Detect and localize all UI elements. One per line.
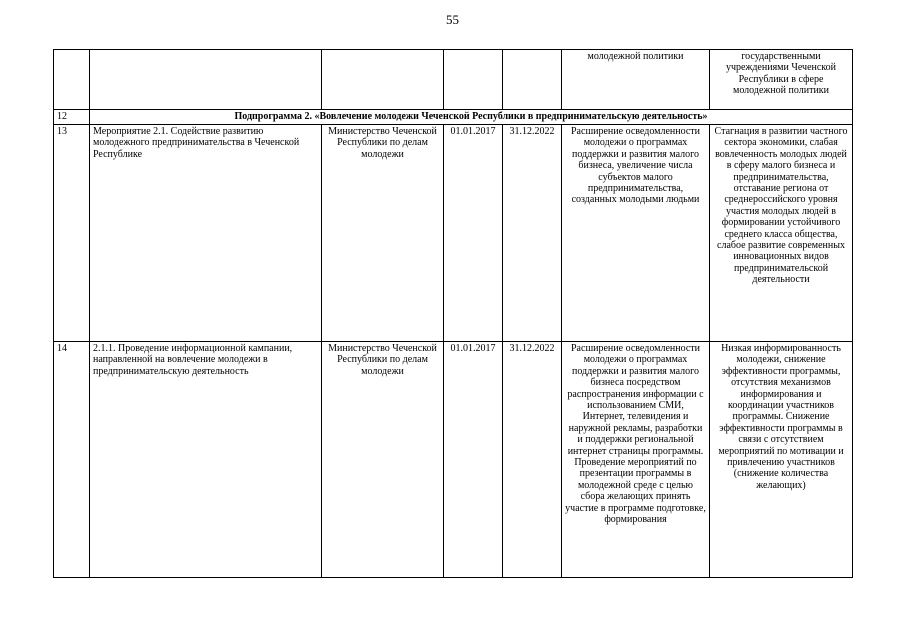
row-number-cell: 14 [54,342,90,578]
end-date-cell: 31.12.2022 [503,125,562,342]
risk-cell: государственными учреждениями Чеченской Республики в сфере молодежной политики [710,50,853,110]
executor-cell: Министерство Чеченской Республики по делам молодежи [322,125,444,342]
executor-cell [322,50,444,110]
expected-result-cell: Расширение осведомленности молодежи о программах поддержки и развития малого бизнеса, увеличение числа субъектов малого предпринимательства, созданных молодыми людьми [562,125,710,342]
row-number-cell: 13 [54,125,90,342]
activity-name-cell [90,50,322,110]
row-number-cell [54,50,90,110]
risk-cell: Стагнация в развитии частного сектора экономики, слабая вовлеченность молодых людей в сферу малого бизнеса и предпринимательства, отставание региона от среднероссийского уровня участия молодых людей в формировании устойчивого среднего класса общества, слабое развитие современных инновационных видов предпринимательской деятельности [710,125,853,342]
risk-cell: Низкая информированность молодежи, снижение эффективности программы, отсутствия механизмов информирования и координации участников программы. Снижение эффективности программы в связи с отсутствием мероприятий по мотивации и привлечению участников (снижение количества желающих) [710,342,853,578]
activity-name-cell: Мероприятие 2.1. Содействие развитию молодежного предпринимательства в Чеченской Республике [90,125,322,342]
subprogram-row [54,110,853,125]
expected-result-cell: Расширение осведомленности молодежи о программах поддержки и развития малого бизнеса посредством распространения информации с использованием СМИ, Интернет, телевидения и наружной рекламы, разработки и поддержки региональной интернет страницы программы. Проведение мероприятий по презентации программы в молодежной среде с целью сбора желающих принять участие в программе подготовке, формирования [562,342,710,578]
program-activities-table [53,49,853,578]
table-row [54,342,853,578]
start-date-cell: 01.01.2017 [444,342,503,578]
expected-result-cell: молодежной политики [562,50,710,110]
executor-cell: Министерство Чеченской Республики по делам молодежи [322,342,444,578]
activity-name-cell: 2.1.1. Проведение информационной кампании, направленной на вовлечение молодежи в предпринимательскую деятельность [90,342,322,578]
table-row [54,125,853,342]
end-date-cell [503,50,562,110]
start-date-cell: 01.01.2017 [444,125,503,342]
subprogram-title-cell: Подпрограмма 2. «Вовлечение молодежи Чеченской Республики в предпринимательскую деятельность» [90,110,853,125]
table-row [54,50,853,110]
end-date-cell: 31.12.2022 [503,342,562,578]
page-number: 55 [446,12,459,27]
row-number-cell: 12 [54,110,90,125]
start-date-cell [444,50,503,110]
